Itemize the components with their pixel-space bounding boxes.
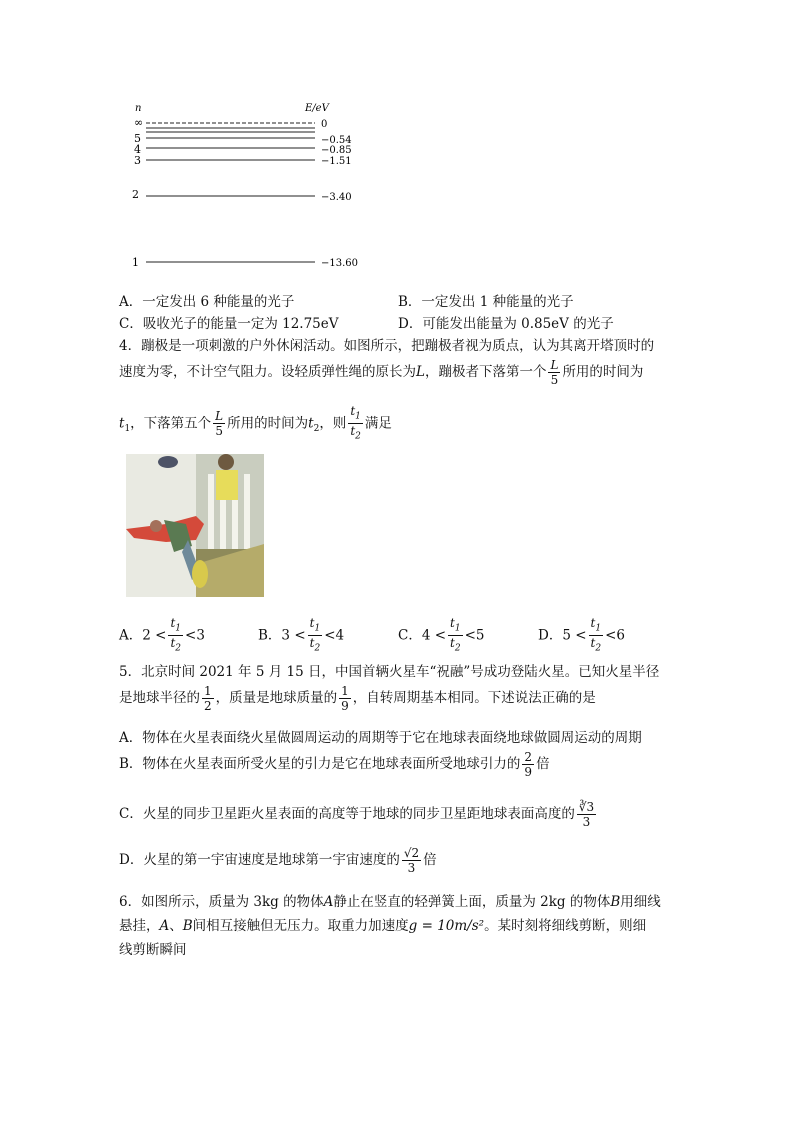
q5-text: D．火星的第一宇宙速度是地球第一宇宙速度的 <box>119 852 400 868</box>
q4-option-d <box>538 616 625 656</box>
option-label: B． <box>258 627 282 644</box>
q5-text: C．火星的同步卫星距火星表面的高度等于地球的同步卫星距地球表面高度的 <box>119 806 575 822</box>
q5-text: 倍 <box>423 852 437 868</box>
frac-den <box>308 636 323 655</box>
sub: 2 <box>454 643 461 654</box>
frac-num <box>589 616 604 636</box>
q6-line-3: 线剪断瞬间 <box>119 942 187 958</box>
lt-sign: < <box>324 627 336 644</box>
q6-line-1 <box>119 890 661 910</box>
q6-text: 用细线 <box>620 894 661 910</box>
var-A: A <box>159 918 170 934</box>
fraction-2-over-9 <box>522 750 534 779</box>
fraction-1-over-9 <box>339 684 351 713</box>
var-t: t <box>590 636 596 651</box>
option-high: 3 <box>196 627 205 644</box>
var-t: t <box>590 616 596 630</box>
sub: 1 <box>595 623 602 634</box>
frac-den <box>448 636 463 655</box>
option-low: 2 <box>142 627 151 644</box>
q6-text: 6．如图所示，质量为 3kg 的物体 <box>119 894 324 910</box>
option-high: 4 <box>335 627 345 644</box>
level-n-1: 1 <box>132 256 139 269</box>
option-low: 5 <box>562 627 571 644</box>
fraction-t1-over-t2 <box>308 616 323 656</box>
fraction-t1-over-t2 <box>348 404 363 444</box>
q5-option-b <box>119 750 550 779</box>
energy-level-diagram <box>125 100 375 272</box>
gravity-expression: g = 10m/s² <box>408 918 485 934</box>
q4-text: ，则 <box>319 415 347 432</box>
var-t: t <box>170 636 176 651</box>
q4-text: ，下落第五个 <box>130 415 212 432</box>
q3-option-c: C．吸收光子的能量一定为 12.75eV <box>119 316 339 332</box>
sub: 2 <box>314 643 321 654</box>
fraction-t1-over-t2 <box>589 616 604 656</box>
frac-num <box>448 616 463 636</box>
q5-text: 倍 <box>536 756 550 772</box>
frac-den: 5 <box>215 424 223 439</box>
energy-axis-label: E/eV <box>305 103 329 114</box>
var-B: B <box>182 918 193 934</box>
q3-option-a: A．一定发出 6 种能量的光子 <box>119 294 295 310</box>
frac-num <box>308 616 323 636</box>
q4-var-L: L <box>416 364 425 380</box>
frac-den: 2 <box>204 699 212 713</box>
q5-text: 是地球半径的 <box>119 690 200 706</box>
n-axis-label: n <box>135 103 142 114</box>
sub: 2 <box>595 643 602 654</box>
sub: 1 <box>355 411 361 422</box>
sub: 1 <box>454 623 461 634</box>
q4-option-b <box>258 616 344 656</box>
q3-option-b: B．一定发出 1 种能量的光子 <box>398 294 574 310</box>
frac-num: 1 <box>341 684 349 698</box>
sub: 1 <box>124 424 131 435</box>
frac-num <box>348 404 363 424</box>
fraction-L-over-5 <box>548 358 560 387</box>
frac-den: 9 <box>524 765 533 779</box>
frac-num: L <box>215 409 224 424</box>
frac-den: 3 <box>407 861 416 875</box>
frac-den <box>348 424 363 443</box>
q6-line-2 <box>119 914 646 934</box>
var-t: t <box>309 616 315 630</box>
lt-sign: < <box>294 627 306 644</box>
q5-option-a: A．物体在火星表面绕火星做圆周运动的周期等于它在地球表面绕地球做圆周运动的周期 <box>119 730 642 746</box>
var-t: t <box>308 415 314 432</box>
level-n-3: 3 <box>134 154 141 167</box>
frac-num: ∛3 <box>578 800 595 814</box>
sub: 2 <box>175 643 182 654</box>
q5-option-d <box>119 846 437 875</box>
q6-text: 、 <box>169 918 183 934</box>
lt-sign: < <box>155 627 167 644</box>
level-e-inf: 0 <box>321 119 328 130</box>
frac-num <box>168 616 183 636</box>
q4-text: ，蹦极者下落第一个 <box>424 364 547 380</box>
q4-text: 所用的时间为 <box>562 364 644 380</box>
frac-num: 2 <box>524 750 533 764</box>
q4-text: 所用的时间为 <box>227 415 309 432</box>
level-n-5: 5 <box>134 132 141 145</box>
lt-sign: < <box>464 627 476 644</box>
q6-text: 悬挂， <box>119 918 160 934</box>
level-e-4: −0.85 <box>321 145 352 156</box>
option-label: A． <box>119 627 143 644</box>
lt-sign: < <box>434 627 447 644</box>
sub: 1 <box>175 623 182 634</box>
bungee-jumper-photo <box>126 454 264 597</box>
var-t: t <box>119 415 125 432</box>
var-t: t <box>309 636 315 651</box>
frac-num: 1 <box>204 684 212 698</box>
option-label: C． <box>398 627 422 644</box>
frac-den: 3 <box>582 815 591 829</box>
q4-text: 满足 <box>364 415 392 432</box>
q6-text: 。某时刻将细线剪断，则细 <box>484 918 647 934</box>
frac-den <box>589 636 604 655</box>
var-A: A <box>323 894 334 910</box>
q6-text: 静止在竖直的轻弹簧上面，质量为 2kg 的物体 <box>333 894 611 910</box>
q4-option-c <box>398 616 485 656</box>
sub: 2 <box>355 431 361 442</box>
fraction-1-over-2 <box>202 684 214 713</box>
q3-option-d: D．可能发出能量为 0.85eV 的光子 <box>398 316 614 332</box>
fraction-t1-over-t2 <box>168 616 183 656</box>
q5-text: ，质量是地球质量的 <box>215 690 338 706</box>
level-e-2: −3.40 <box>321 192 352 203</box>
var-t: t <box>350 404 356 418</box>
fraction-t1-over-t2 <box>448 616 463 656</box>
option-label: D． <box>538 627 563 644</box>
option-high: 5 <box>475 627 485 644</box>
level-n-2: 2 <box>132 188 139 201</box>
frac-num: √2 <box>403 846 420 860</box>
lt-sign: < <box>185 627 197 644</box>
fraction-sqrt2-over-3 <box>402 846 421 875</box>
level-e-3: −1.51 <box>321 156 352 167</box>
q4-text: 速度为零，不计空气阻力。设轻质弹性绳的原长为 <box>119 364 416 380</box>
var-t: t <box>450 636 455 651</box>
q5-option-c <box>119 800 598 829</box>
sub: 1 <box>314 623 321 634</box>
level-n-inf: ∞ <box>134 116 144 129</box>
lt-sign: < <box>605 627 617 644</box>
sub: 2 <box>313 424 320 435</box>
option-low: 4 <box>421 627 431 644</box>
frac-num: L <box>550 358 559 372</box>
q5-text: ，自转周期基本相同。下述说法正确的是 <box>352 690 596 706</box>
var-t: t <box>450 616 455 630</box>
option-low: 3 <box>281 627 291 644</box>
fraction-cbrt3-over-3 <box>577 800 596 829</box>
q4-line-1: 4．蹦极是一项刺激的户外休闲活动。如图所示，把蹦极者视为质点，认为其离开塔顶时的 <box>119 338 655 354</box>
var-t: t <box>350 424 356 439</box>
q4-option-a <box>119 616 205 656</box>
q4-line-3 <box>119 404 392 444</box>
frac-den: 9 <box>341 699 349 713</box>
level-n-4: 4 <box>134 143 141 156</box>
level-e-1: −13.60 <box>321 258 359 269</box>
q6-text: 间相互接触但无压力。取重力加速度 <box>192 918 409 934</box>
q4-line-2 <box>119 358 643 387</box>
fraction-L-over-5 <box>213 409 225 438</box>
var-B: B <box>610 894 621 910</box>
lt-sign: < <box>575 627 587 644</box>
q5-text: B．物体在火星表面所受火星的引力是它在地球表面所受地球引力的 <box>119 756 521 772</box>
var-t: t <box>170 616 176 630</box>
frac-den: 5 <box>550 373 559 387</box>
q5-line-1: 5．北京时间 2021 年 5 月 15 日，中国首辆火星车“祝融”号成功登陆火星。已知火星半径 <box>119 664 660 680</box>
frac-den <box>168 636 183 655</box>
option-high: 6 <box>616 627 625 644</box>
level-e-5: −0.54 <box>321 135 352 146</box>
q5-line-2 <box>119 684 596 713</box>
